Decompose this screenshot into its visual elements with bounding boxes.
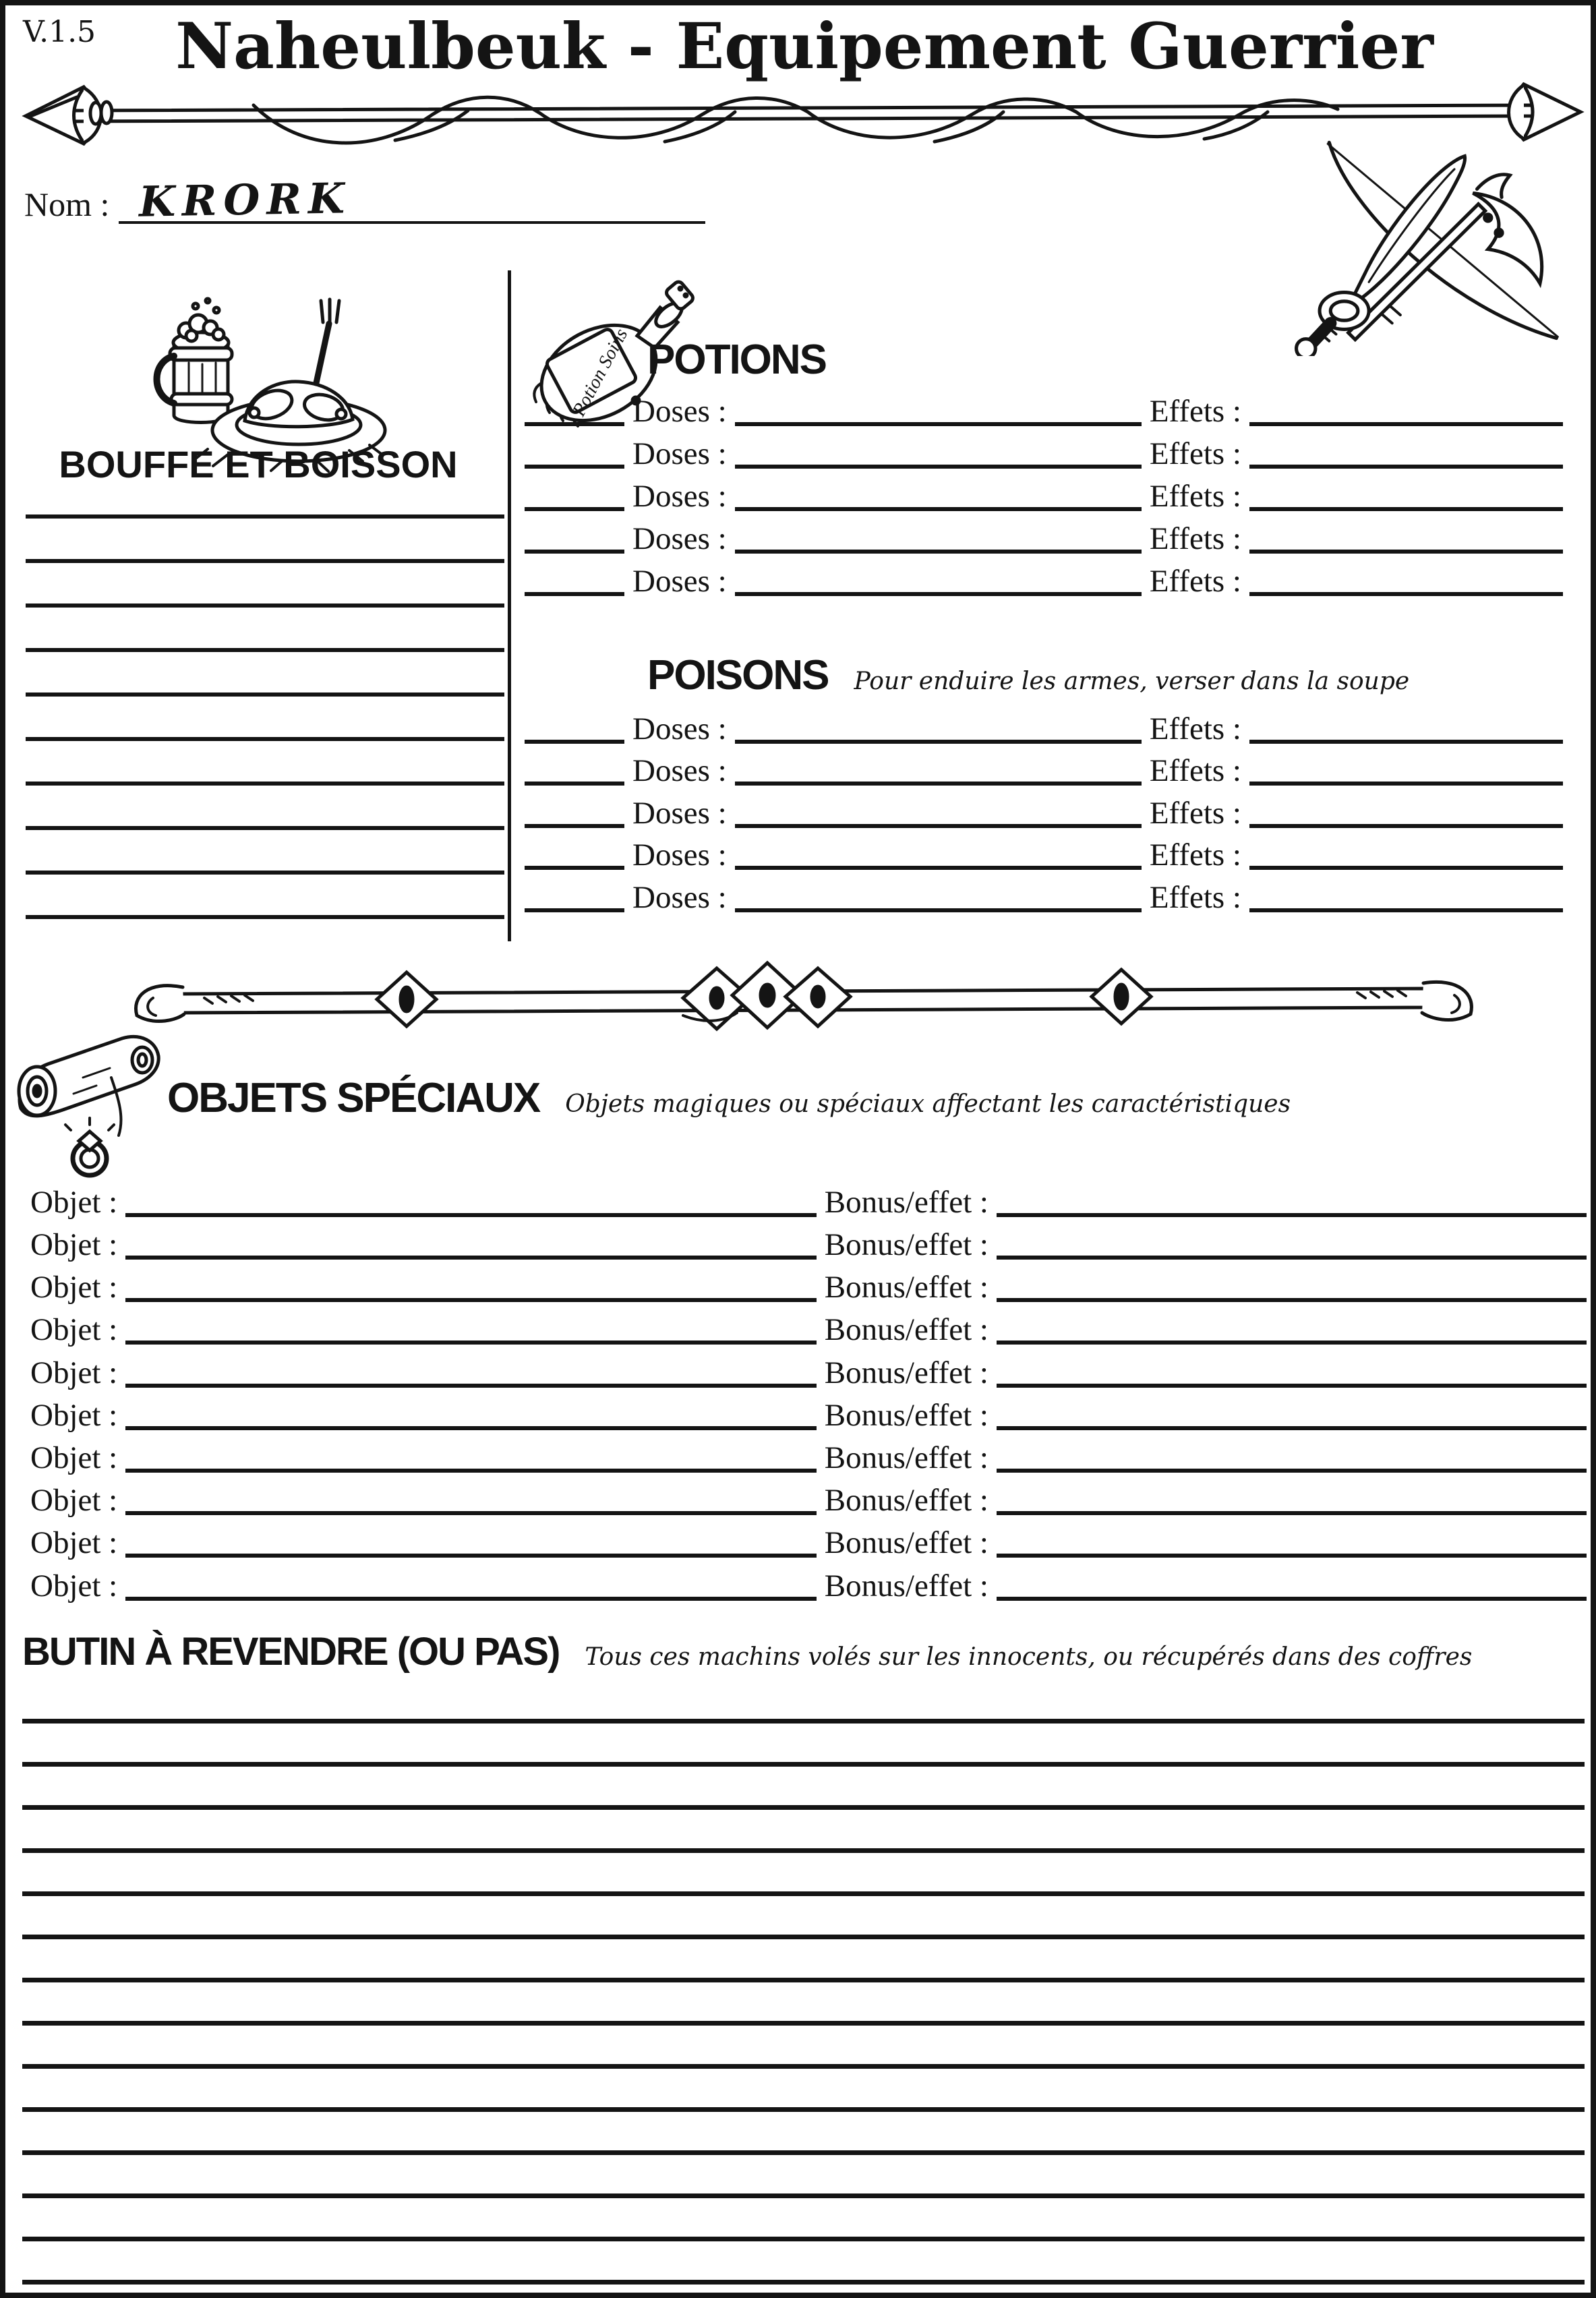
bouffe-line-field[interactable] (26, 737, 504, 741)
butin-line-field[interactable] (22, 2150, 1585, 2155)
staff-divider-icon (123, 948, 1485, 1059)
objet-label: Objet : (30, 1270, 118, 1305)
objet-field[interactable] (125, 1334, 817, 1345)
objet-field[interactable] (125, 1206, 817, 1217)
bouffe-line-field[interactable] (26, 826, 504, 830)
objet-field[interactable] (125, 1504, 817, 1515)
objet-field[interactable] (125, 1590, 817, 1601)
objet-field[interactable] (125, 1249, 817, 1260)
poison-dose-field[interactable] (735, 733, 1142, 744)
effect-label: Effets : (1149, 753, 1241, 788)
potion-qty-field[interactable] (525, 500, 624, 511)
name-field[interactable] (119, 173, 705, 227)
bonus-field[interactable] (997, 1590, 1587, 1601)
poison-effect-field[interactable] (1249, 733, 1563, 744)
potion-dose-field[interactable] (735, 543, 1142, 554)
poison-effect-field[interactable] (1249, 902, 1563, 912)
potion-dose-field[interactable] (735, 458, 1142, 469)
potion-row (525, 388, 1563, 428)
dose-label: Doses : (632, 436, 727, 471)
objet-label: Objet : (30, 1483, 118, 1518)
bouffe-line-field[interactable] (26, 514, 504, 519)
poison-qty-field[interactable] (525, 733, 624, 744)
potion-effect-field[interactable] (1249, 415, 1563, 426)
objet-label: Objet : (30, 1398, 118, 1433)
bonus-label: Bonus/effet : (824, 1440, 988, 1475)
objet-row (22, 1520, 1587, 1559)
bonus-field[interactable] (997, 1334, 1587, 1345)
poison-qty-field[interactable] (525, 859, 624, 870)
potion-qty-field[interactable] (525, 585, 624, 596)
potion-qty-field[interactable] (525, 543, 624, 554)
potion-row (525, 431, 1563, 470)
poison-row (525, 875, 1563, 914)
objet-row (22, 1307, 1587, 1346)
potions-section-title: POTIONS (647, 336, 827, 383)
poisons-section-title: POISONS (647, 652, 829, 699)
bonus-field[interactable] (997, 1547, 1587, 1558)
dose-label: Doses : (632, 521, 727, 556)
poisons-section-subtitle: Pour enduire les armes, verser dans la soupe (854, 668, 1410, 695)
bonus-label: Bonus/effet : (824, 1312, 988, 1347)
page-title: Naheulbeuk - Equipement Guerrier (175, 9, 1434, 84)
butin-line-field[interactable] (22, 2064, 1585, 2069)
bouffe-line-field[interactable] (26, 871, 504, 875)
bonus-label: Bonus/effet : (824, 1483, 988, 1518)
butin-line-field[interactable] (22, 2021, 1585, 2026)
objet-label: Objet : (30, 1227, 118, 1262)
butin-line-field[interactable] (22, 2193, 1585, 2198)
effect-label: Effets : (1149, 521, 1241, 556)
objet-field[interactable] (125, 1377, 817, 1388)
butin-line-field[interactable] (22, 1719, 1585, 1724)
objet-field[interactable] (125, 1547, 817, 1558)
bouffe-line-field[interactable] (26, 782, 504, 786)
potion-row (525, 558, 1563, 597)
bonus-label: Bonus/effet : (824, 1355, 988, 1390)
objet-row (22, 1350, 1587, 1389)
dose-label: Doses : (632, 479, 727, 514)
butin-line-field[interactable] (22, 1762, 1585, 1767)
bonus-field[interactable] (997, 1419, 1587, 1430)
butin-line-field[interactable] (22, 2237, 1585, 2241)
butin-section-title: BUTIN À REVENDRE (OU PAS) (22, 1630, 560, 1674)
effect-label: Effets : (1149, 479, 1241, 514)
objets-section-header (167, 1074, 1291, 1122)
poison-row (525, 832, 1563, 871)
poison-dose-field[interactable] (735, 775, 1142, 786)
potion-qty-field[interactable] (525, 415, 624, 426)
poison-row (525, 790, 1563, 829)
poison-dose-field[interactable] (735, 859, 1142, 870)
butin-line-field[interactable] (22, 1935, 1585, 1939)
bouffe-line-field[interactable] (26, 693, 504, 697)
objet-label: Objet : (30, 1440, 118, 1475)
poison-qty-field[interactable] (525, 817, 624, 828)
crossed-weapons-icon (1246, 130, 1570, 356)
butin-line-field[interactable] (22, 1848, 1585, 1853)
effect-label: Effets : (1149, 796, 1241, 831)
scroll-and-ring-icon (9, 1029, 171, 1184)
dose-label: Doses : (632, 564, 727, 599)
potion-effect-field[interactable] (1249, 543, 1563, 554)
objet-label: Objet : (30, 1312, 118, 1347)
butin-line-field[interactable] (22, 2107, 1585, 2112)
butin-line-field[interactable] (22, 1891, 1585, 1896)
poison-qty-field[interactable] (525, 902, 624, 912)
effect-label: Effets : (1149, 436, 1241, 471)
butin-line-field[interactable] (22, 2280, 1585, 2285)
name-row (24, 173, 705, 227)
potion-row (525, 473, 1563, 512)
dose-label: Doses : (632, 711, 727, 746)
objet-row (22, 1392, 1587, 1432)
bonus-field[interactable] (997, 1377, 1587, 1388)
bouffe-section-title: BOUFFE ET BOISSON (59, 443, 458, 485)
objet-field[interactable] (125, 1419, 817, 1430)
poison-qty-field[interactable] (525, 775, 624, 786)
effect-label: Effets : (1149, 394, 1241, 429)
sheet-version: V.1.5 (23, 15, 96, 49)
potion-effect-field[interactable] (1249, 458, 1563, 469)
bouffe-line-field[interactable] (26, 603, 504, 608)
objet-row (22, 1435, 1587, 1474)
objets-section-title: OBJETS SPÉCIAUX (167, 1075, 540, 1121)
poison-dose-field[interactable] (735, 902, 1142, 912)
objets-section-subtitle: Objets magiques ou spéciaux affectant les caractéristiques (565, 1090, 1291, 1118)
bonus-field[interactable] (997, 1462, 1587, 1473)
poisons-section-header (647, 651, 1409, 699)
potion-qty-field[interactable] (525, 458, 624, 469)
bonus-label: Bonus/effet : (824, 1185, 988, 1220)
objet-label: Objet : (30, 1185, 118, 1220)
effect-label: Effets : (1149, 880, 1241, 915)
bouffe-line-field[interactable] (26, 648, 504, 652)
potion-row (525, 516, 1563, 555)
objet-row (22, 1264, 1587, 1303)
name-label: Nom : (24, 185, 110, 223)
objet-label: Objet : (30, 1355, 118, 1390)
dose-label: Doses : (632, 394, 727, 429)
poison-effect-field[interactable] (1249, 817, 1563, 828)
poison-effect-field[interactable] (1249, 775, 1563, 786)
column-divider (508, 270, 511, 941)
potion-dose-field[interactable] (735, 500, 1142, 511)
objet-row (22, 1477, 1587, 1516)
effect-label: Effets : (1149, 564, 1241, 599)
bonus-field[interactable] (997, 1249, 1587, 1260)
potion-bottle-label: Potion Soins (568, 325, 632, 420)
poison-row (525, 706, 1563, 745)
potion-effect-field[interactable] (1249, 500, 1563, 511)
dose-label: Doses : (632, 796, 727, 831)
effect-label: Effets : (1149, 711, 1241, 746)
potion-dose-field[interactable] (735, 585, 1142, 596)
potion-dose-field[interactable] (735, 415, 1142, 426)
butin-section-subtitle: Tous ces machins volés sur les innocents, ou récupérés dans des coffres (585, 1643, 1473, 1671)
butin-line-field[interactable] (22, 1805, 1585, 1810)
bonus-field[interactable] (997, 1291, 1587, 1302)
bouffe-line-field[interactable] (26, 915, 504, 919)
bonus-field[interactable] (997, 1206, 1587, 1217)
bonus-label: Bonus/effet : (824, 1227, 988, 1262)
objet-row (22, 1222, 1587, 1261)
objet-label: Objet : (30, 1568, 118, 1603)
bonus-label: Bonus/effet : (824, 1270, 988, 1305)
dose-label: Doses : (632, 880, 727, 915)
bonus-label: Bonus/effet : (824, 1568, 988, 1603)
poison-effect-field[interactable] (1249, 859, 1563, 870)
effect-label: Effets : (1149, 837, 1241, 873)
butin-line-field[interactable] (22, 1978, 1585, 1982)
potion-effect-field[interactable] (1249, 585, 1563, 596)
objet-field[interactable] (125, 1462, 817, 1473)
dose-label: Doses : (632, 837, 727, 873)
butin-section-header (22, 1629, 1472, 1674)
bonus-field[interactable] (997, 1504, 1587, 1515)
bonus-label: Bonus/effet : (824, 1398, 988, 1433)
name-value: KRORK (138, 173, 352, 227)
objet-row (22, 1179, 1587, 1218)
poison-dose-field[interactable] (735, 817, 1142, 828)
objet-label: Objet : (30, 1525, 118, 1560)
objet-field[interactable] (125, 1291, 817, 1302)
bonus-label: Bonus/effet : (824, 1525, 988, 1560)
objet-row (22, 1563, 1587, 1602)
poison-row (525, 748, 1563, 787)
dose-label: Doses : (632, 753, 727, 788)
bouffe-line-field[interactable] (26, 559, 504, 563)
